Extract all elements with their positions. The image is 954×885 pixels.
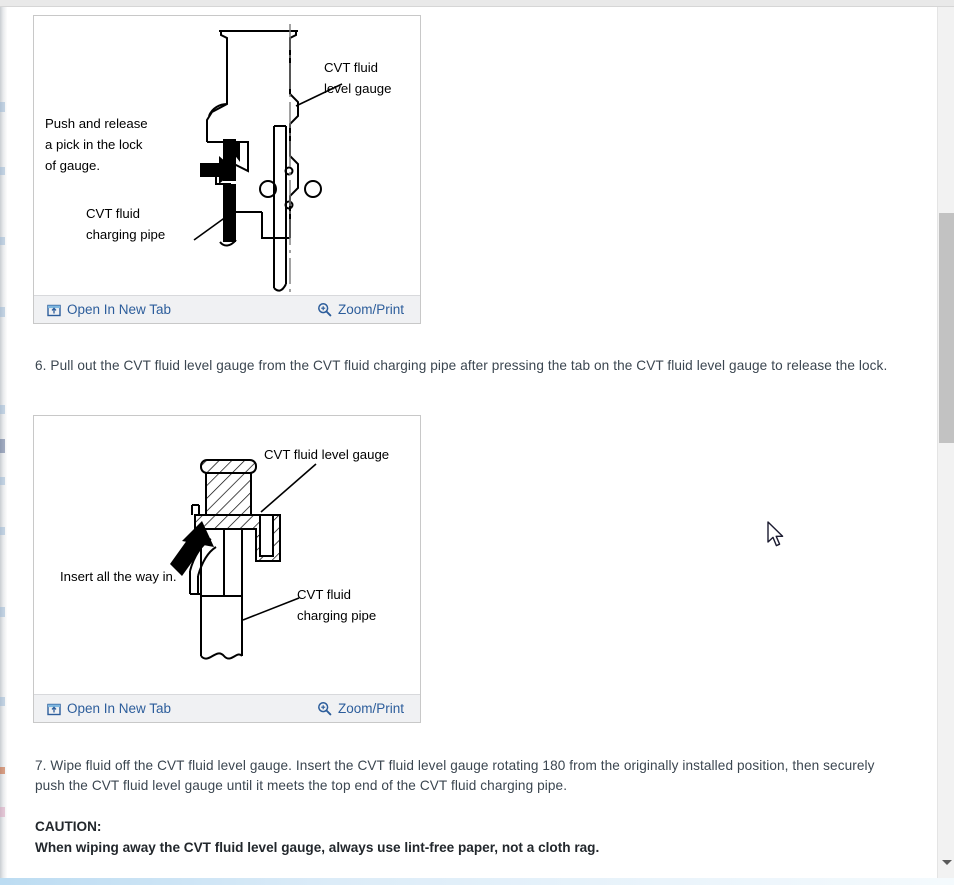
open-in-new-tab-label: Open In New Tab	[67, 701, 172, 716]
scrollbar-down-arrow-button[interactable]	[938, 854, 954, 871]
figure7-label-pipe-line1: CVT fluid	[297, 587, 351, 602]
figure-6-image	[34, 16, 420, 295]
scrollbar-thumb[interactable]	[939, 213, 954, 443]
zoom-print-button-7[interactable]	[317, 701, 404, 716]
open-in-new-tab-button-6[interactable]	[47, 302, 171, 317]
open-in-new-tab-label: Open In New Tab	[67, 302, 172, 317]
caution-heading: CAUTION:	[35, 819, 102, 834]
caution-block	[35, 816, 895, 858]
figure-7-footer	[34, 694, 420, 722]
figure-6-footer	[34, 295, 420, 323]
open-in-new-tab-button-7[interactable]	[47, 701, 171, 716]
cvt-gauge-insertion-drawing	[34, 416, 420, 694]
magnifier-plus-icon	[317, 701, 332, 716]
step-7-text: 7. Wipe fluid off the CVT fluid level gauge. Insert the CVT fluid level gauge rotating 180 from the originally installed position, then securely push the CVT fluid level gauge until it meets the top end of the CVT fluid charging pipe.	[35, 758, 875, 793]
figure6-label-instr-line3: of gauge.	[45, 158, 100, 173]
window-chrome-top	[0, 0, 954, 7]
left-panel-sliver	[0, 7, 7, 885]
zoom-print-label: Zoom/Print	[337, 302, 404, 317]
external-window-icon	[47, 303, 61, 317]
figure-7-image	[34, 416, 420, 694]
figure7-label-instruction: Insert all the way in.	[60, 569, 177, 584]
window-bottom-strip	[0, 878, 954, 885]
step-6-text: 6. Pull out the CVT fluid level gauge from the CVT fluid charging pipe after pressing the tab on the CVT fluid level gauge to release the lock.	[35, 358, 888, 373]
figure6-label-gauge-line2: level gauge	[324, 81, 392, 96]
cvt-gauge-removal-drawing	[34, 16, 420, 295]
figure-card-7	[33, 415, 421, 723]
vertical-scrollbar[interactable]	[937, 7, 954, 885]
magnifier-plus-icon	[317, 302, 332, 317]
figure6-label-instr-line2: a pick in the lock	[45, 137, 143, 152]
external-window-icon	[47, 702, 61, 716]
figure-card-6	[33, 15, 421, 324]
caution-body: When wiping away the CVT fluid level gauge, always use lint-free paper, not a cloth rag.	[35, 840, 600, 855]
figure6-label-gauge-line1: CVT fluid	[324, 60, 378, 75]
figure6-label-instr-line1: Push and release	[45, 116, 148, 131]
figure6-label-pipe-line2: charging pipe	[86, 227, 166, 242]
content-right-gutter	[923, 7, 937, 885]
zoom-print-label: Zoom/Print	[337, 701, 404, 716]
figure6-label-pipe-line1: CVT fluid	[86, 206, 140, 221]
document-content-pane	[8, 8, 923, 877]
figure7-label-pipe-line2: charging pipe	[297, 608, 377, 623]
chevron-down-icon	[942, 860, 952, 865]
figure7-label-gauge: CVT fluid level gauge	[264, 447, 390, 462]
zoom-print-button-6[interactable]	[317, 302, 404, 317]
